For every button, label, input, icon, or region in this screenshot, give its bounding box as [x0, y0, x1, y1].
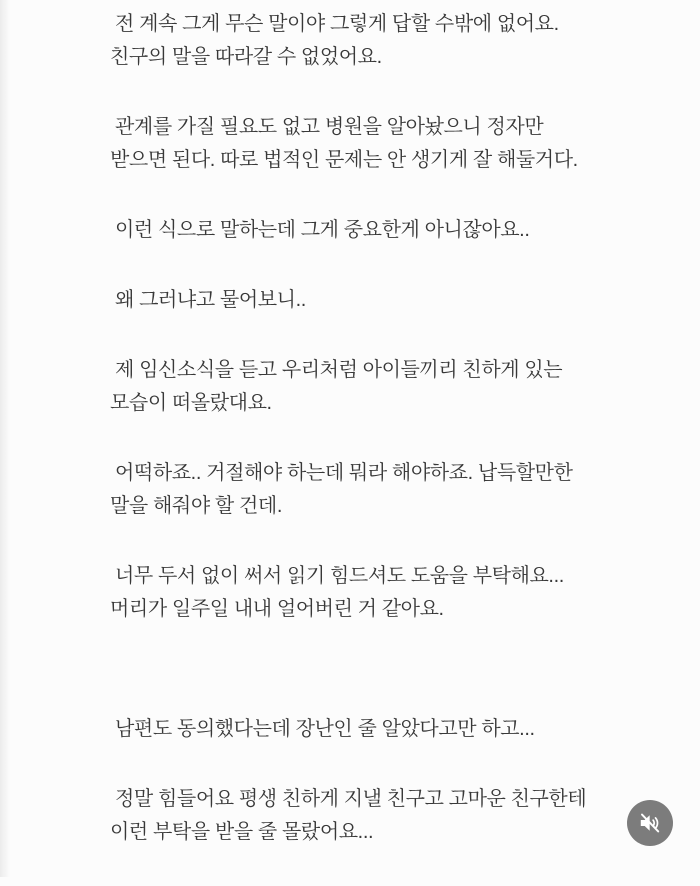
text-line: 너무 두서 없이 써서 읽기 힘드셔도 도움을 부탁해요...	[115, 565, 564, 587]
text-line: 모습이 떠올랐대요.	[110, 392, 272, 414]
paragraph	[110, 713, 682, 746]
text-line: 말을 해줘야 할 건데.	[110, 495, 282, 517]
text-line: 정말 힘들어요 평생 친하게 지낼 친구고 고마운 친구한테	[115, 788, 587, 810]
paragraph	[110, 354, 682, 420]
muted-speaker-icon	[637, 810, 663, 836]
mute-button[interactable]	[627, 800, 673, 846]
text-line: 남편도 동의했다는데 장난인 줄 알았다고만 하고...	[115, 718, 535, 740]
text-line: 이런 부탁을 받을 줄 몰랐어요...	[110, 821, 374, 843]
paragraph	[110, 284, 682, 317]
text-line: 전 계속 그게 무슨 말이야 그렇게 답할 수밖에 없어요.	[115, 13, 559, 35]
text-line: 제 임신소식을 듣고 우리처럼 아이들끼리 친하게 있는	[115, 359, 563, 381]
paragraph	[110, 560, 682, 626]
paragraph	[110, 8, 682, 74]
text-line: 받으면 된다. 따로 법적인 문제는 안 생기게 잘 해둘거다.	[110, 149, 578, 171]
paragraph	[110, 111, 682, 177]
post-text	[110, 8, 682, 886]
text-line: 머리가 일주일 내내 얼어버린 거 같아요.	[110, 598, 444, 620]
paragraph	[110, 214, 682, 247]
text-line: 관계를 가질 필요도 없고 병원을 알아놨으니 정자만	[115, 116, 544, 138]
paragraph	[110, 783, 682, 849]
text-line: 친구의 말을 따라갈 수 없었어요.	[110, 46, 382, 68]
paragraph	[110, 457, 682, 523]
text-line: 왜 그러냐고 물어보니..	[115, 289, 306, 311]
text-line: 이런 식으로 말하는데 그게 중요한게 아니잖아요..	[115, 219, 530, 241]
text-line: 어떡하죠.. 거절해야 하는데 뭐라 해야하죠. 납득할만한	[115, 462, 573, 484]
